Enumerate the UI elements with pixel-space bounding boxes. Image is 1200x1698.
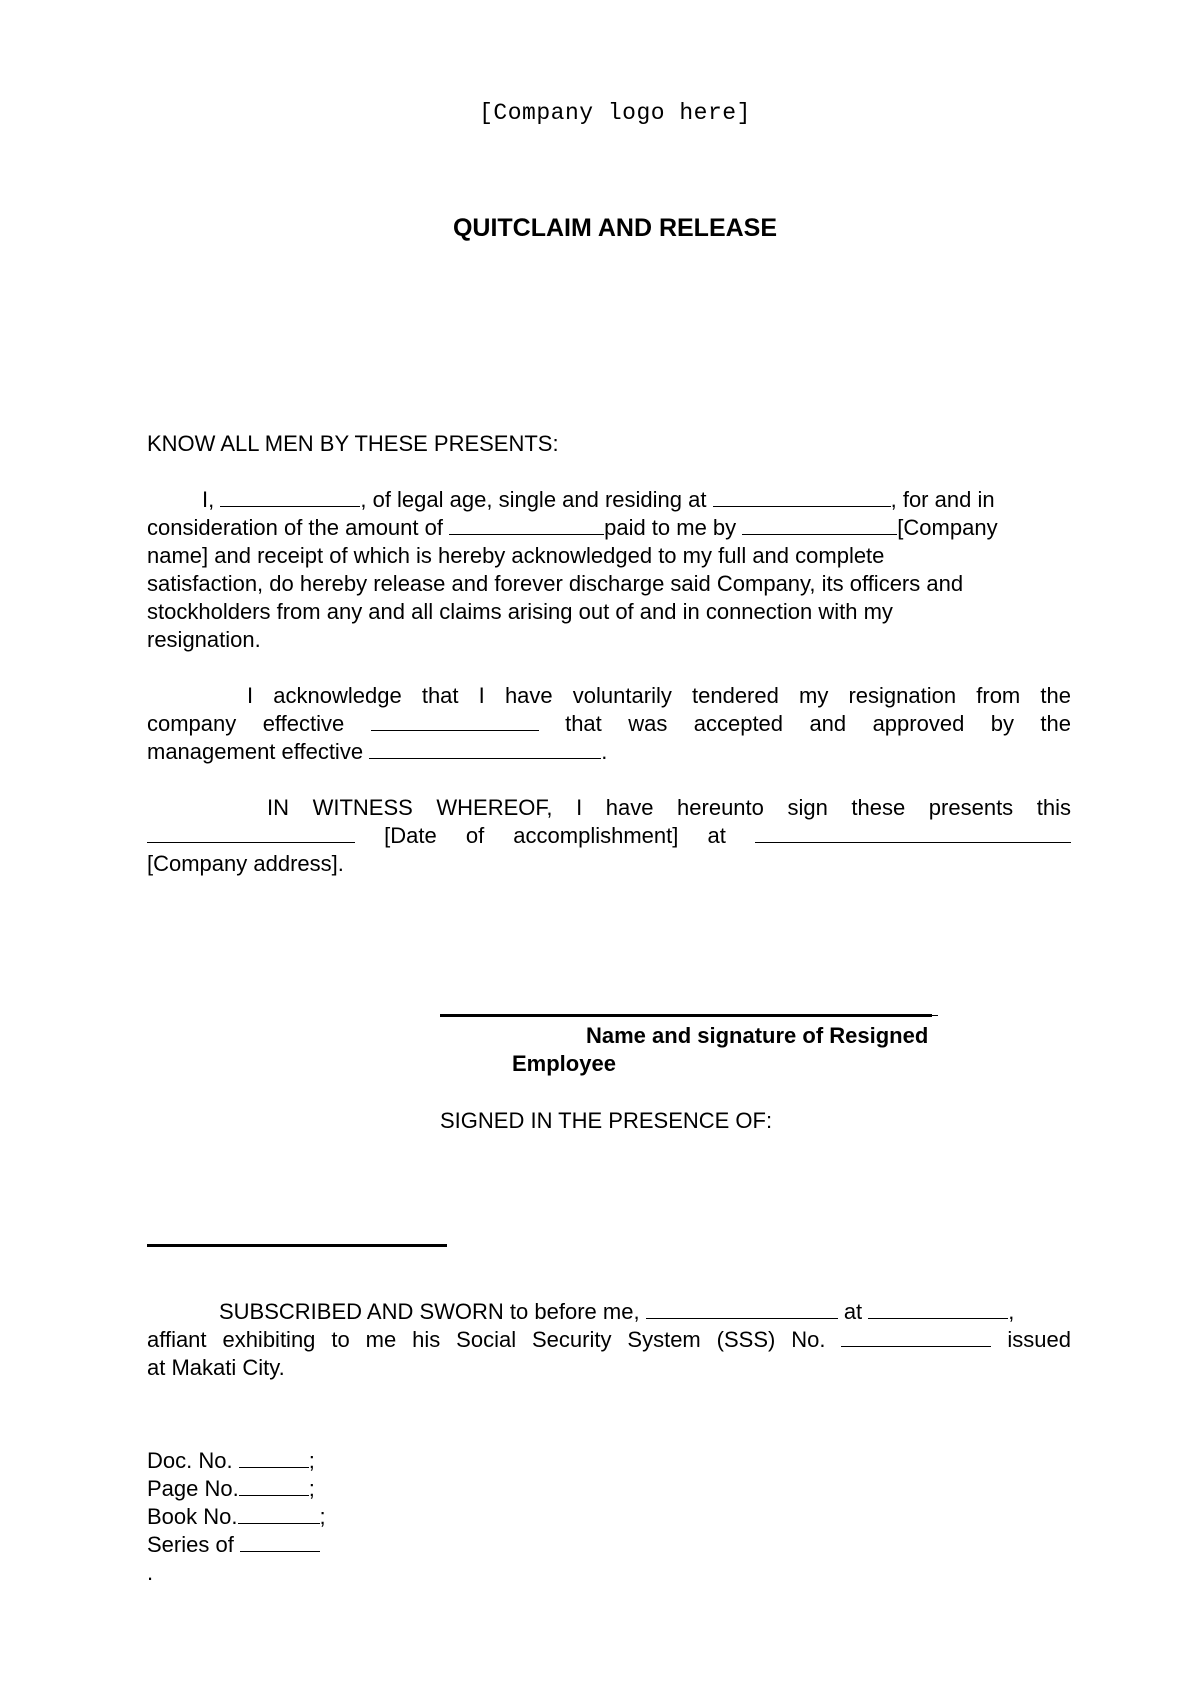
p3-line3: [Company address].	[147, 851, 344, 876]
name-blank	[220, 488, 360, 507]
s-line1: SUBSCRIBED AND SWORN to before me, at ,	[219, 1299, 1015, 1324]
doc-number-line: Doc. No. ;	[147, 1448, 315, 1473]
end-dot: .	[147, 1560, 154, 1585]
p2-line3: management effective .	[147, 739, 608, 764]
signature-label-line1: Name and signature of Resigned	[586, 1023, 929, 1048]
p2-line1: I acknowledge that I have voluntarily tendered my resignation from the	[247, 683, 1071, 708]
p1-text-a: , of legal age, single and residing at	[360, 487, 707, 512]
p2-line2: company effective that was accepted and approved by the	[147, 711, 1071, 736]
page-number-blank	[239, 1477, 309, 1496]
p3-line1: IN WITNESS WHEREOF, I have hereunto sign these presents this	[267, 795, 1071, 820]
p1-line4: satisfaction, do hereby release and forever discharge said Company, its officers and	[147, 571, 964, 596]
paragraph-release	[147, 486, 1071, 654]
payer-blank	[742, 516, 897, 535]
p1-lead: I,	[202, 487, 215, 512]
p1-line3: name] and receipt of which is hereby acknowledged to my full and complete	[147, 543, 885, 568]
s-line2: affiant exhibiting to me his Social Security System (SSS) No. issued	[147, 1327, 1071, 1352]
p1-text-b: , for and in	[890, 487, 995, 512]
paragraph-resignation	[147, 682, 1071, 766]
p1-text-d: paid to me by	[604, 515, 737, 540]
signature-line-tick	[932, 1015, 938, 1016]
notary-name-blank	[646, 1300, 838, 1319]
p1-line1	[147, 486, 1071, 514]
witness-heading: SIGNED IN THE PRESENCE OF:	[440, 1108, 773, 1133]
approval-date-blank	[369, 740, 601, 759]
notary-place-blank	[868, 1300, 1008, 1319]
address-blank	[713, 488, 891, 507]
doc-number-blank	[239, 1449, 309, 1468]
signature-label	[0, 1022, 1200, 1078]
book-number-line: Book No. ;	[147, 1504, 326, 1529]
paragraph-witness	[147, 794, 1071, 878]
p1-line2	[147, 514, 1071, 542]
amount-blank	[449, 516, 604, 535]
document-title: QUITCLAIM AND RELEASE	[452, 214, 778, 242]
sss-number-blank	[841, 1328, 991, 1347]
book-number-blank	[238, 1505, 320, 1524]
notarial-register	[147, 1447, 326, 1587]
p1-text-c: consideration of the amount of	[147, 515, 443, 540]
opening-line: KNOW ALL MEN BY THESE PRESENTS:	[147, 431, 559, 456]
signature-label-line2: Employee	[512, 1051, 616, 1076]
company-logo-placeholder: [Company logo here]	[479, 100, 751, 126]
p1-text-e: [Company	[897, 515, 998, 540]
p1-line5: stockholders from any and all claims arising out of and in connection with my	[147, 599, 893, 624]
company-address-blank	[755, 824, 1071, 843]
accomplishment-date-blank	[147, 824, 355, 843]
employee-signature-line	[440, 1014, 932, 1017]
witness-signature-line	[147, 1244, 447, 1247]
page-number-line: Page No. ;	[147, 1476, 315, 1501]
s-line3: at Makati City.	[147, 1355, 285, 1380]
paragraph-subscribed	[147, 1298, 1071, 1382]
p1-line6: resignation.	[147, 627, 261, 652]
series-line: Series of	[147, 1531, 326, 1559]
resignation-date-blank	[371, 712, 539, 731]
series-blank	[240, 1533, 320, 1552]
p3-line2: [Date of accomplishment] at	[147, 822, 1071, 850]
